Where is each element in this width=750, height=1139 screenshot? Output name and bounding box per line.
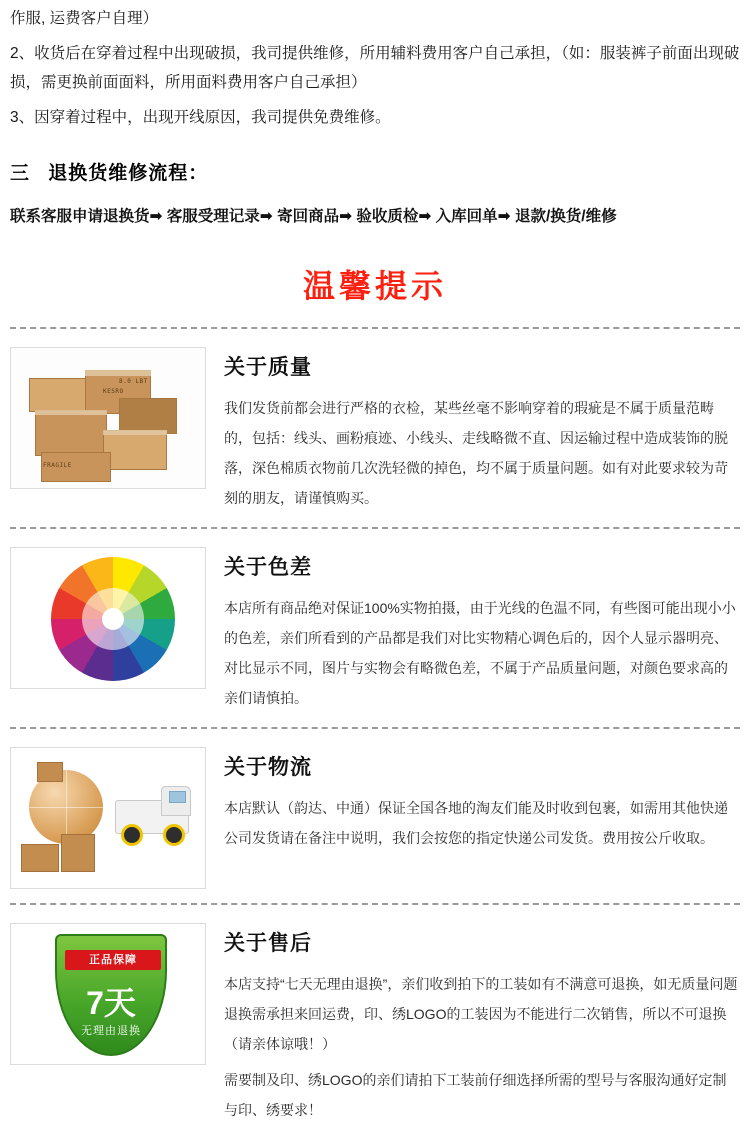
section-number: 三 bbox=[10, 163, 31, 184]
shield-shape bbox=[55, 934, 167, 1056]
tip-block-color bbox=[10, 529, 740, 727]
cardboard-boxes-image bbox=[10, 347, 206, 489]
truck-wheel-rear bbox=[121, 824, 143, 846]
box-label-0: KESRO bbox=[103, 388, 124, 395]
tip-text-quality: 我们发货前都会进行严格的衣检，某些丝毫不影响穿着的瑕疵是不属于质量范畴的，包括：线头、画粉痕迹、小线头、走线略微不直、因运输过程中造成装饰的脱落，深色棉质衣物前几次洗轻微的掉色，均不属于质量问题。如有对此要求较为苛刻的朋友，请谨慎购买。 bbox=[224, 400, 728, 506]
tip-text-color: 本店所有商品绝对保证100%实物拍摄，由于光线的色温不同，有些图可能出现小小的色差，亲们所看到的产品都是我们对比实物精心调色后的，因个人显示器明亮、对比显示不同，图片与实物会有略微色差，不属于产品质量问题，对颜色要求高的亲们请慎拍。 bbox=[224, 600, 736, 706]
policy-line-2: 3、因穿着过程中，出现开线原因，我司提供免费维修。 bbox=[10, 109, 391, 126]
return-process-heading bbox=[10, 158, 740, 185]
section-title: 退换货维修流程： bbox=[48, 163, 209, 184]
color-wheel-inner-ring bbox=[82, 588, 144, 650]
tip-block-quality bbox=[10, 329, 740, 527]
tip-title-color: 关于色差 bbox=[224, 556, 312, 579]
quality-guarantee-badge-image bbox=[10, 923, 206, 1065]
color-wheel-outer-ring bbox=[51, 557, 175, 681]
color-wheel-image bbox=[10, 547, 206, 689]
badge-subtitle: 无理由退换 bbox=[81, 1025, 141, 1037]
truck-wheel-front bbox=[163, 824, 185, 846]
warm-tips-title: 温馨提示 bbox=[302, 267, 447, 305]
tip-text-logistics: 本店默认（韵达、中通）保证全国各地的淘友们能及时收到包裹，如需用其他快递公司发货请在备注中说明，我们会按您的指定快递公司发货。费用按公斤收取。 bbox=[224, 800, 728, 846]
badge-ribbon-label: 正品保障 bbox=[65, 950, 161, 970]
policy-line-1: 2、收货后在穿着过程中出现破损，我司提供维修，所用辅料费用客户自己承担，（如：服装裤子前面出现破损，需更换前面面料，所用面料费用客户自己承担） bbox=[10, 45, 740, 91]
tip-title-quality: 关于质量 bbox=[224, 356, 312, 379]
policy-line-0: 作服, 运费客户自理） bbox=[10, 10, 159, 27]
tip-block-aftersales bbox=[10, 905, 740, 1139]
tip-block-logistics bbox=[10, 729, 740, 903]
tip-title-logistics: 关于物流 bbox=[224, 756, 312, 779]
color-wheel-center bbox=[102, 608, 124, 630]
logistics-truck-image bbox=[10, 747, 206, 889]
tip-text-aftersales-2: 需要制及印、绣LOGO的亲们请拍下工装前仔细选择所需的型号与客服沟通好定制与印、绣要求！ bbox=[224, 1072, 727, 1118]
box-label-1: FRAGILE bbox=[43, 462, 72, 469]
box-label-2: 8.0 LBT bbox=[119, 378, 148, 385]
badge-days-number: 7天 bbox=[86, 985, 136, 1021]
tip-text-aftersales-1: 本店支持“七天无理由退换”，亲们收到拍下的工装如有不满意可退换，如无质量问题退换需承担来回运费，印、绣LOGO的工装因为不能进行二次销售，所以不可退换（请亲体谅哦！） bbox=[224, 976, 738, 1052]
tip-title-aftersales: 关于售后 bbox=[224, 932, 312, 955]
return-process-flow: 联系客服申请退换货➡ 客服受理记录➡ 寄回商品➡ 验收质检➡ 入库回单➡ 退款/换货/维修 bbox=[10, 208, 617, 225]
truck-window bbox=[169, 791, 186, 803]
policy-section bbox=[10, 0, 740, 132]
